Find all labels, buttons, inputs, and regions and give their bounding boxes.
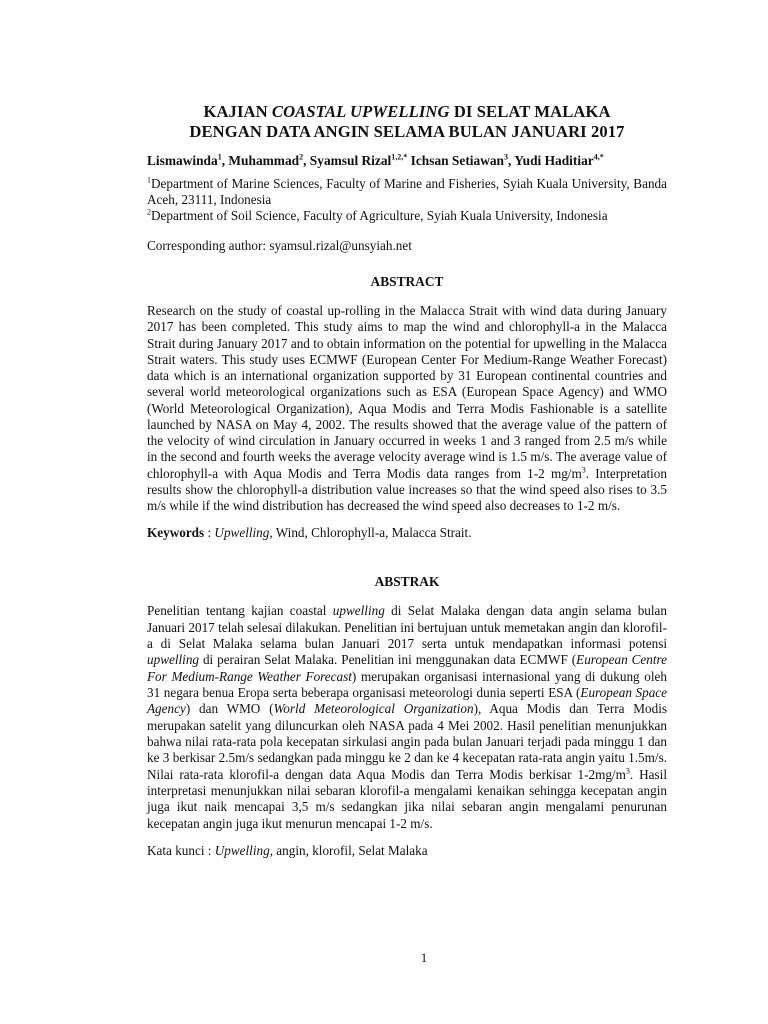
- author-affiliation-mark: 3: [504, 152, 509, 162]
- paper-title: [147, 102, 667, 142]
- author-name: Ichsan Setiawan: [410, 153, 505, 168]
- author-affiliation-mark: 1,2,*: [391, 152, 408, 162]
- keywords: Keywords : Upwelling, Wind, Chlorophyll-a, Malacca Strait.: [147, 525, 472, 541]
- author-separator: ,: [508, 153, 515, 168]
- affiliation-item: $^2$Department of Soil Science, Faculty of Agriculture, Syiah Kuala University, Indonesia: [147, 207, 608, 223]
- affiliation-item: $^1$Department of Marine Sciences, Faculty of Marine and Fisheries, Syiah Kuala University, Banda Aceh, 23111, Indonesia: [147, 175, 667, 207]
- author-name: Yudi Haditiar: [514, 153, 594, 168]
- abstract-heading: ABSTRACT: [370, 274, 444, 289]
- paper-page: [147, 102, 667, 859]
- abstrak-body: Penelitian tentang kajian coastal upwelling di Selat Malaka dengan data angin selama bulan Januari 2017 telah selesai dilakukan. Penelitian ini bertujuan untuk memetakan angin dan klorofil-a di Selat Malaka selama bulan Januari 2017 serta untuk mendapatkan informasi potensi upwelling di perairan Selat Malaka. Penelitian ini menggunakan data ECMWF (European Centre For Medium-Range Weather Forecast) merupakan organisasi internasional yang di dukung oleh 31 negara benua Eropa serta beberapa organisasi meteorologi dunia seperti ESA (European Space Agency) dan WMO (World Meteorological Organization), Aqua Modis dan Terra Modis merupakan satelit yang diluncurkan oleh NASA pada 4 Mei 2002. Hasil penelitian menunjukkan bahwa nilai rata-rata pola kecepatan sirkulasi angin pada bulan Januari terjadi pada minggu 1 dan ke 3 berkisar 2.5m/s sedangkan pada minggu ke 2 dan ke 4 kecepatan rata-rata angin yaitu 1.5m/s. Nilai rata-rata klorofil-a dengan data Aqua Modis dan Terra Modis berkisar $1-2mg/m^3$. Hasil interpretasi menunjukkan nilai sebaran klorofil-a mengalami kenaikan sehingga kecepatan angin juga ikut naik mencapai 3,5 m/s sedangkan jika nilai sebaran angin mengalami penurunan kecepatan angin juga ikut menurun mencapai 1-2 m/s.: [147, 603, 667, 831]
- author-separator: ,: [221, 153, 229, 168]
- corresponding-author: Corresponding author: syamsul.rizal@unsyiah.net: [147, 238, 412, 253]
- author-name: Lismawinda: [147, 153, 218, 168]
- keywords-label: Keywords: [147, 525, 205, 541]
- author-affiliation-mark: 2: [299, 152, 304, 162]
- page-number: 1: [420, 950, 428, 965]
- affiliations: [147, 176, 667, 224]
- abstrak-heading: ABSTRAK: [374, 574, 440, 590]
- title-line1: KAJIAN COASTAL UPWELLING DI SELAT MALAKA: [203, 102, 611, 121]
- author-affiliation-mark: 1: [217, 152, 222, 162]
- author-name: Syamsul Rizal: [309, 153, 392, 168]
- author-name: Muhammad: [228, 153, 300, 168]
- author-separator: ,: [303, 153, 310, 168]
- abstract-body: Research on the study of coastal up-rolling in the Malacca Strait with wind data during January 2017 has been completed. This study aims to map the wind and chlorophyll-a in the Malacca Strait during January 2017 and to obtain information on the potential for upwelling in the Malacca Strait waters. This study uses ECMWF (European Center For Medium-Range Weather Forecast) data which is an international organization supported by 31 European continental countries and several world meteorological organizations such as ESA (European Space Agency) and WMO (World Meteorological Organization), Aqua Modis and Terra Modis Fashionable is a satellite launched by NASA on May 4, 2002. The results showed that the average value of the pattern of the velocity of wind circulation in January occurred in weeks 1 and 3 ranged from 2.5 m/s while in the second and fourth weeks the average velocity average wind is 1.5 m/s. The average value of chlorophyll-a with Aqua Modis and Terra Modis data ranges from 1-2 $mg/m^3$. Interpretation results show the chlorophyll-a distribution value increases so that the wind speed also rises to 3.5 m/s while if the wind distribution has decreased the wind speed also decreases to 1-2 m/s.: [147, 303, 667, 513]
- kata-kunci: Kata kunci : Upwelling, angin, klorofil, Selat Malaka: [147, 843, 428, 859]
- author-affiliation-mark: 4,*: [593, 152, 604, 162]
- title-line2: DENGAN DATA ANGIN SELAMA BULAN JANUARI 2017: [189, 122, 625, 141]
- author-list: [147, 153, 667, 169]
